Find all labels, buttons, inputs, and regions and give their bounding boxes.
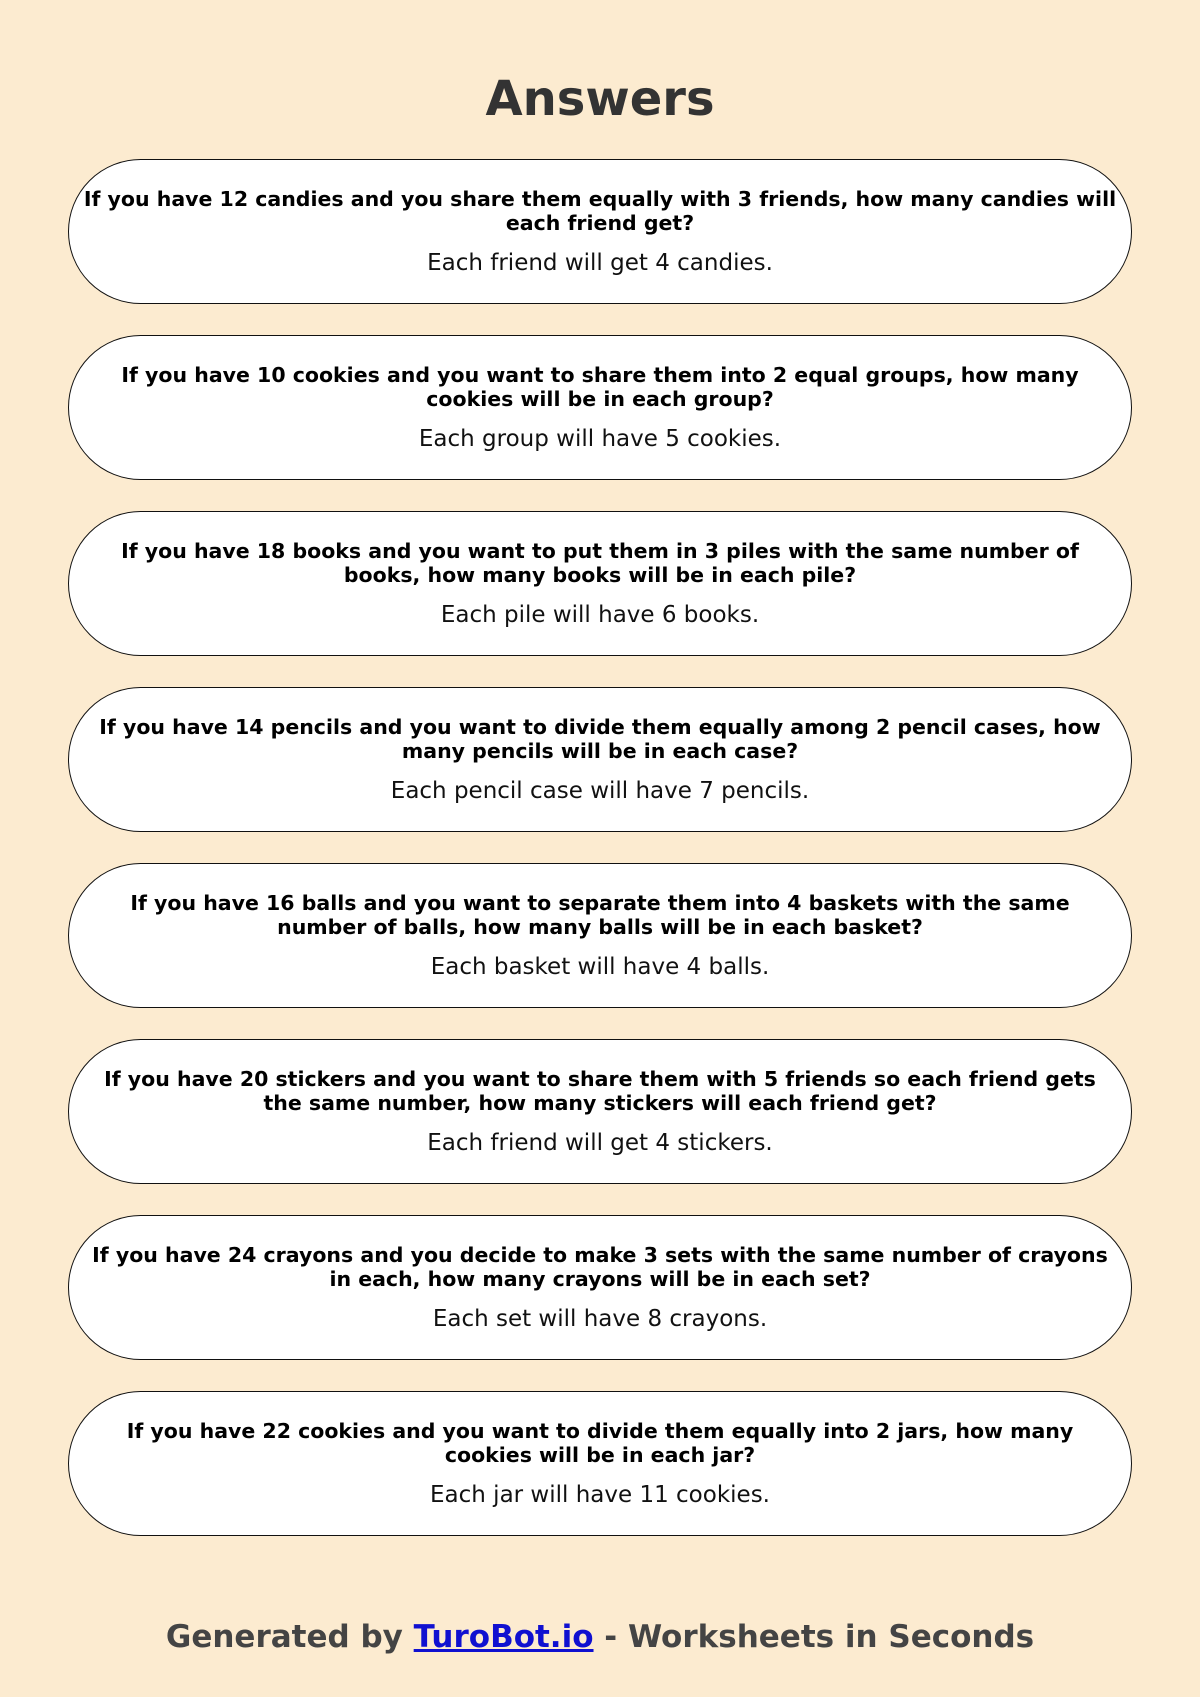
answer-text: Each set will have 8 crayons.: [432, 1305, 768, 1332]
answer-card-2: [68, 335, 1132, 480]
answer-text: Each friend will get 4 stickers.: [427, 1129, 773, 1156]
answers-list: [68, 159, 1132, 1567]
footer-suffix: - Worksheets in Seconds: [593, 1619, 1035, 1655]
page-title: Answers: [485, 71, 715, 127]
answer-text: Each group will have 5 cookies.: [418, 425, 782, 452]
question-text: If you have 10 cookies and you want to share them into 2 equal groups, how many cookies will be in each group?: [121, 362, 1079, 411]
question-text: If you have 12 candies and you share them equally with 3 friends, how many candies will each friend get?: [83, 186, 1117, 235]
answer-text: Each jar will have 11 cookies.: [430, 1481, 770, 1508]
footer-prefix: Generated by: [165, 1619, 414, 1655]
answer-text: Each pencil case will have 7 pencils.: [390, 777, 810, 804]
question-text: If you have 16 balls and you want to separate them into 4 baskets with the same number of balls, how many balls will be in each basket?: [130, 890, 1070, 939]
answer-text: Each basket will have 4 balls.: [430, 953, 770, 980]
question-text: If you have 14 pencils and you want to divide them equally among 2 pencil cases, how many pencils will be in each case?: [99, 714, 1101, 763]
answer-card-8: [68, 1391, 1132, 1536]
answer-card-4: [68, 687, 1132, 832]
footer: [0, 1617, 1200, 1657]
answer-card-3: [68, 511, 1132, 656]
question-text: If you have 20 stickers and you want to share them with 5 friends so each friend gets the same number, how many stickers will each friend get?: [104, 1066, 1096, 1115]
question-text: If you have 22 cookies and you want to divide them equally into 2 jars, how many cookies will be in each jar?: [126, 1418, 1074, 1467]
turobot-link[interactable]: TuroBot.io: [413, 1619, 594, 1655]
answer-card-5: [68, 863, 1132, 1008]
answer-card-1: [68, 159, 1132, 304]
answer-card-7: [68, 1215, 1132, 1360]
answer-text: Each pile will have 6 books.: [440, 601, 760, 628]
question-text: If you have 18 books and you want to put them in 3 piles with the same number of books, how many books will be in each pile?: [121, 538, 1079, 587]
answer-text: Each friend will get 4 candies.: [427, 249, 773, 276]
answer-card-6: [68, 1039, 1132, 1184]
question-text: If you have 24 crayons and you decide to make 3 sets with the same number of crayons in each, how many crayons will be in each set?: [92, 1242, 1108, 1291]
